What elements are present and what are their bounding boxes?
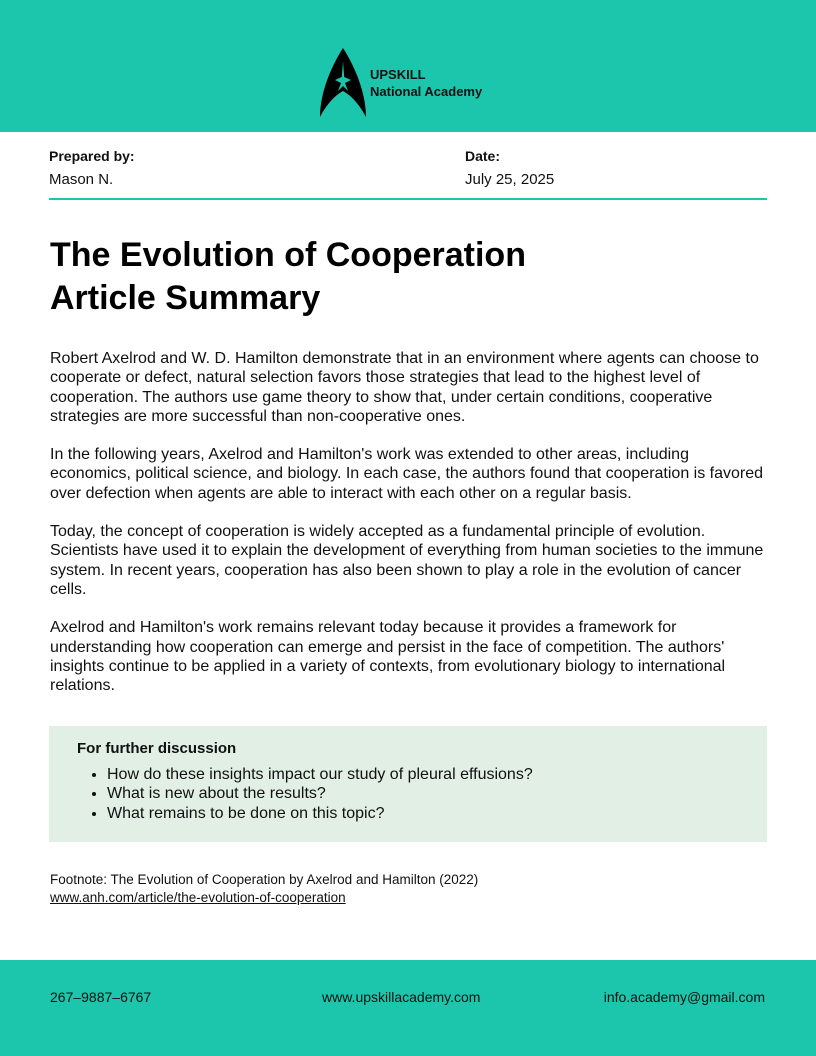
footer-phone: 267–9887–6767: [50, 989, 152, 1005]
list-item: • What is new about the results?: [107, 784, 739, 803]
logo-icon: [318, 47, 368, 119]
footnote: [50, 871, 478, 907]
date: [465, 148, 554, 188]
discussion-list: [107, 765, 739, 823]
header-banner: [0, 0, 816, 132]
prepared-by: [49, 148, 135, 188]
discussion-box: [49, 726, 767, 842]
brand-name: UPSKILL: [370, 67, 426, 82]
footer-website[interactable]: www.upskillacademy.com: [322, 989, 481, 1005]
title-line-1: The Evolution of Cooperation: [50, 236, 526, 274]
brand-subtitle: National Academy: [370, 84, 483, 99]
prepared-by-label: Prepared by:: [49, 148, 135, 164]
title-line-2: Article Summary: [50, 279, 321, 317]
paragraph: Today, the concept of cooperation is widely accepted as a fundamental principle of evolution. Scientists have used it to explain the development of everything from human societies to the immune system. In recent years, cooperation has also been shown to play a role in the evolution of cancer cells.: [50, 523, 764, 598]
discussion-heading: For further discussion: [77, 740, 237, 757]
divider: [49, 198, 767, 200]
footnote-link[interactable]: www.anh.com/article/the-evolution-of-cooperation: [50, 890, 346, 905]
paragraph: In the following years, Axelrod and Hamilton's work was extended to other areas, including economics, political science, and biology. In each case, the authors found that cooperation is favored over defection when agents are able to interact with each other on a regular basis.: [50, 446, 764, 502]
paragraph: Robert Axelrod and W. D. Hamilton demonstrate that in an environment where agents can choose to cooperate or defect, natural selection favors those strategies that lead to the highest level of cooperation. The authors use game theory to show that, under certain conditions, cooperative strategies are more successful than non-cooperative ones.: [50, 350, 759, 425]
date-label: Date:: [465, 148, 501, 164]
article-body: [50, 349, 770, 714]
footer: [0, 960, 816, 1056]
paragraph: Axelrod and Hamilton's work remains relevant today because it provides a framework for understanding how cooperation can emerge and persist in the face of competition. The authors' insights continue to be applied in a variety of contexts, from evolutionary biology to international relations.: [50, 619, 726, 695]
page-title: [50, 234, 526, 320]
footer-email[interactable]: info.academy@gmail.com: [603, 989, 765, 1005]
prepared-by-value: Mason N.: [49, 171, 114, 188]
footnote-text: Footnote: The Evolution of Cooperation by Axelrod and Hamilton (2022): [50, 872, 479, 887]
date-value: July 25, 2025: [465, 171, 555, 188]
list-item: • How do these insights impact our study of pleural effusions?: [107, 765, 739, 784]
list-item: • What remains to be done on this topic?: [107, 804, 739, 823]
